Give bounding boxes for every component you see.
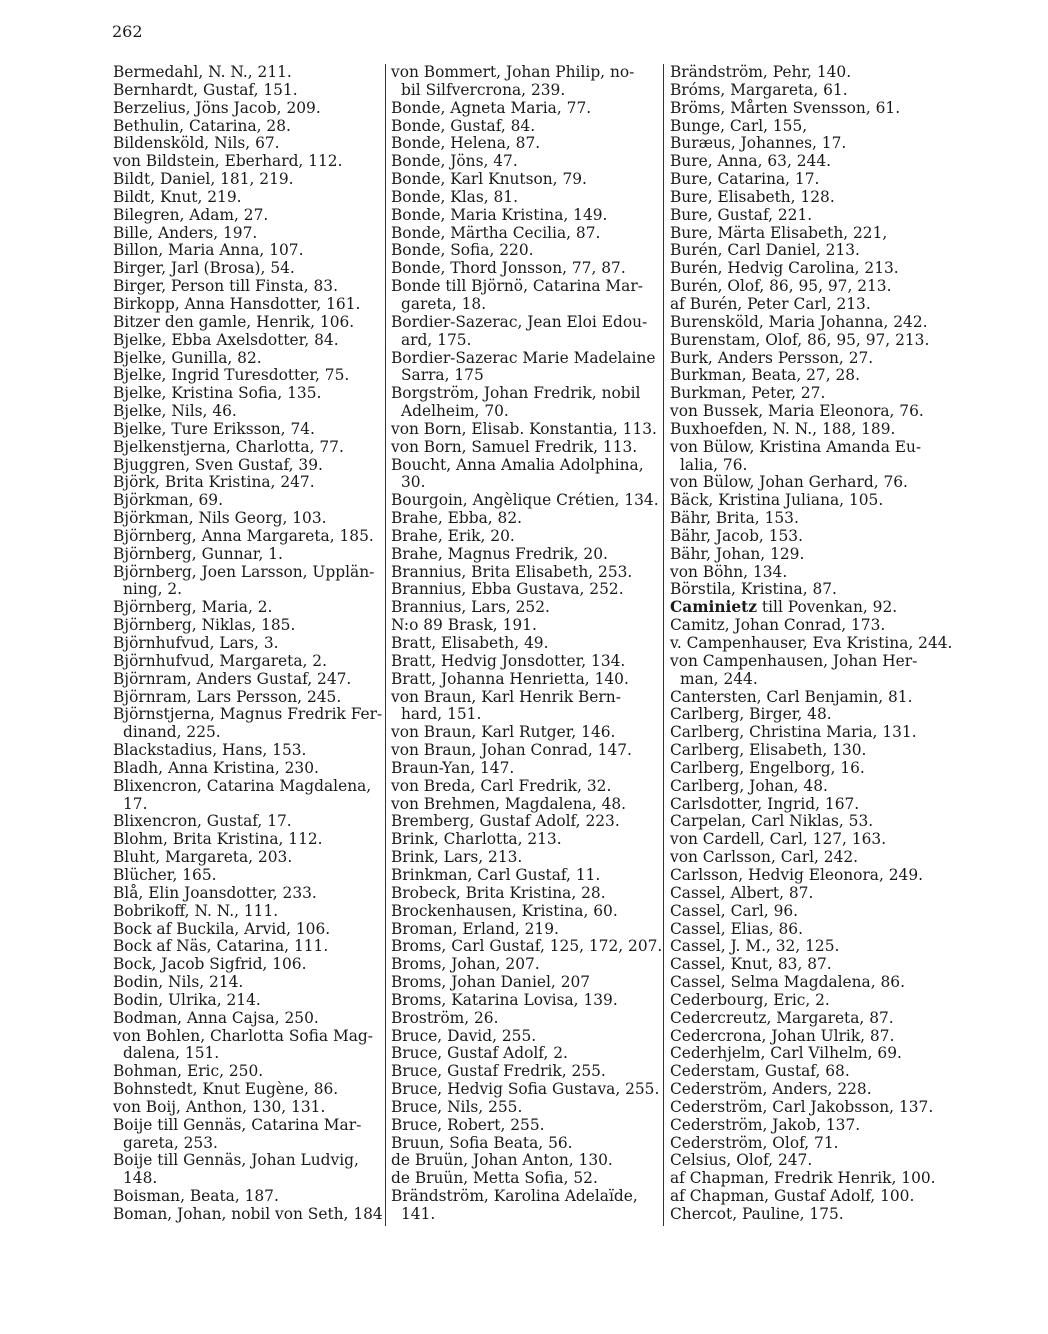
index-entry: Bjelke, Nils, 46.	[113, 402, 237, 421]
index-entry-continuation: 148.	[123, 1169, 158, 1188]
index-entry: Bodin, Ulrika, 214.	[113, 990, 261, 1009]
index-entry: Björkman, Nils Georg, 103.	[113, 509, 327, 528]
index-entry: Carlberg, Christina Maria, 131.	[670, 723, 917, 742]
index-entry: Bjelke, Ture Eriksson, 74.	[113, 419, 315, 438]
index-entry: Bermedahl, N. N., 211.	[113, 63, 292, 81]
index-entry: Burkman, Beata, 27, 28.	[670, 366, 860, 385]
index-entry: Carlberg, Elisabeth, 130.	[670, 741, 867, 760]
index-entry: Bonde, Karl Knutson, 79.	[391, 170, 587, 189]
index-entry: Bure, Anna, 63, 244.	[670, 152, 832, 171]
index-entry: Bratt, Hedvig Jonsdotter, 134.	[391, 651, 626, 670]
index-entry: Brahe, Ebba, 82.	[391, 509, 523, 528]
index-entry-continuation: 30.	[401, 473, 426, 492]
index-entry: Bruce, David, 255.	[391, 1026, 537, 1045]
index-entry: Bähr, Jacob, 153.	[670, 526, 803, 545]
index-entry-continuation: dinand, 225.	[123, 723, 221, 742]
index-entry-continuation: bil Silfvercrona, 239.	[401, 80, 566, 99]
index-entry: Buxhoefden, N. N., 188, 189.	[670, 419, 896, 438]
index-entry: Bohnstedt, Knut Eugène, 86.	[113, 1080, 339, 1099]
index-entry: Birger, Jarl (Brosa), 54.	[113, 259, 295, 278]
page-number: 262	[112, 22, 143, 41]
index-entry: Björnhufvud, Margareta, 2.	[113, 651, 327, 670]
index-entry: von Campenhausen, Johan Her-	[670, 651, 918, 670]
index-entry: Brändström, Pehr, 140.	[670, 63, 852, 81]
index-entry-continuation: dalena, 151.	[123, 1044, 220, 1063]
index-entry: Bilegren, Adam, 27.	[113, 205, 269, 224]
index-entry: Birger, Person till Finsta, 83.	[113, 277, 338, 296]
index-entry: Burén, Carl Daniel, 213.	[670, 241, 860, 260]
index-entry: af Chapman, Gustaf Adolf, 100.	[670, 1187, 915, 1206]
index-entry: Brannius, Brita Elisabeth, 253.	[391, 562, 633, 581]
index-entry-continuation: hard, 151.	[401, 705, 482, 724]
index-entry: Bladh, Anna Kristina, 230.	[113, 758, 319, 777]
index-entry: von Braun, Karl Rutger, 146.	[391, 723, 616, 742]
index-entry-continuation: 17.	[123, 794, 148, 813]
index-entry: Boije till Gennäs, Johan Ludvig,	[113, 1151, 359, 1170]
index-entry: Bonde till Björnö, Catarina Mar-	[391, 277, 643, 296]
index-entry: Bruce, Hedvig Sofia Gustava, 255.	[391, 1080, 660, 1099]
index-entry: af Chapman, Fredrik Henrik, 100.	[670, 1169, 936, 1188]
index-entry: Bonde, Gustaf, 84.	[391, 116, 536, 135]
index-entry: Bluht, Margareta, 203.	[113, 848, 293, 867]
index-entry: Björnberg, Maria, 2.	[113, 598, 273, 617]
index-entry: Björnram, Lars Persson, 245.	[113, 687, 342, 706]
index-entry: Bordier-Sazerac Marie Madelaine	[391, 348, 656, 367]
index-entry: Blå, Elin Joansdotter, 233.	[113, 883, 317, 902]
index-entry: Bonde, Sofia, 220.	[391, 241, 534, 260]
column-divider	[385, 64, 386, 1226]
index-entry: Bremberg, Gustaf Adolf, 223.	[391, 812, 620, 831]
index-entry: Cederström, Anders, 228.	[670, 1080, 872, 1099]
index-entry: Brahe, Erik, 20.	[391, 526, 515, 545]
index-entry: von Breda, Carl Fredrik, 32.	[391, 776, 612, 795]
column-divider	[663, 64, 664, 1226]
index-entry: Carlsdotter, Ingrid, 167.	[670, 794, 860, 813]
index-entry: Brannius, Lars, 252.	[391, 598, 550, 617]
index-entry: Bure, Märta Elisabeth, 221,	[670, 223, 888, 242]
index-entry: Bernhardt, Gustaf, 151.	[113, 80, 298, 99]
index-entry: Camitz, Johan Conrad, 173.	[670, 616, 886, 635]
index-entry: Carlberg, Engelborg, 16.	[670, 758, 865, 777]
index-entry: Bjelke, Ebba Axelsdotter, 84.	[113, 330, 339, 349]
index-entry: Bodman, Anna Cajsa, 250.	[113, 1008, 319, 1027]
index-entry: Bodin, Nils, 214.	[113, 973, 244, 992]
index-entry: von Braun, Johan Conrad, 147.	[391, 741, 632, 760]
index-entry: Brobeck, Brita Kristina, 28.	[391, 883, 606, 902]
index-entry: Boucht, Anna Amalia Adolphina,	[391, 455, 644, 474]
index-entry: von Braun, Karl Henrik Bern-	[391, 687, 621, 706]
index-entry: Bock af Näs, Catarina, 111.	[113, 937, 329, 956]
index-entry: Brink, Lars, 213.	[391, 848, 523, 867]
index-entry: N:o 89 Brask, 191.	[391, 616, 537, 635]
index-entry: Carlsson, Hedvig Eleonora, 249.	[670, 865, 924, 884]
index-entry: de Bruün, Metta Sofia, 52.	[391, 1169, 598, 1188]
index-entry: Brink, Charlotta, 213.	[391, 830, 562, 849]
index-entry: von Brehmen, Magdalena, 48.	[391, 794, 627, 813]
index-entry: Bratt, Johanna Henrietta, 140.	[391, 669, 629, 688]
index-entry: von Born, Elisab. Konstantia, 113.	[391, 419, 657, 438]
index-entry: Blohm, Brita Kristina, 112.	[113, 830, 323, 849]
index-entry: Cassel, Knut, 83, 87.	[670, 955, 832, 974]
index-entry: Björnberg, Joen Larsson, Upplän-	[113, 562, 375, 581]
index-entry: Blixencron, Catarina Magdalena,	[113, 776, 372, 795]
index-entry: Brannius, Ebba Gustava, 252.	[391, 580, 624, 599]
index-entry: Blücher, 165.	[113, 865, 217, 884]
index-entry: Carlberg, Johan, 48.	[670, 776, 828, 795]
index-entry: Cederbourg, Eric, 2.	[670, 990, 830, 1009]
index-entry: Berzelius, Jöns Jacob, 209.	[113, 98, 321, 117]
index-entry: Buræus, Johannes, 17.	[670, 134, 847, 153]
index-entry: Brahe, Magnus Fredrik, 20.	[391, 544, 608, 563]
index-entry: Bruce, Gustaf Adolf, 2.	[391, 1044, 568, 1063]
index-entry: von Bülow, Kristina Amanda Eu-	[670, 437, 922, 456]
index-entry: Cassel, Selma Magdalena, 86.	[670, 973, 905, 992]
index-entry: Bure, Gustaf, 221.	[670, 205, 813, 224]
index-entry: Broms, Johan Daniel, 207	[391, 973, 591, 992]
index-entry-continuation: lalia, 76.	[680, 455, 748, 474]
index-entry: Bille, Anders, 197.	[113, 223, 258, 242]
index-entry: Bruun, Sofia Beata, 56.	[391, 1133, 573, 1152]
index-entry: Cantersten, Carl Benjamin, 81.	[670, 687, 913, 706]
index-entry: Bock, Jacob Sigfrid, 106.	[113, 955, 307, 974]
index-entry: Brockenhausen, Kristina, 60.	[391, 901, 618, 920]
index-entry: Chercot, Pauline, 175.	[670, 1205, 844, 1223]
index-entry: Boije till Gennäs, Catarina Mar-	[113, 1115, 362, 1134]
index-entry: Bonde, Jöns, 47.	[391, 152, 518, 171]
index-entry: Carpelan, Carl Niklas, 53.	[670, 812, 874, 831]
index-entry: Burensköld, Maria Johanna, 242.	[670, 312, 928, 331]
index-column-3	[670, 63, 953, 1224]
index-entry: Bock af Buckila, Arvid, 106.	[113, 919, 331, 938]
index-entry: Bjelke, Kristina Sofia, 135.	[113, 384, 322, 403]
index-entry	[670, 599, 945, 617]
index-entry: Bratt, Elisabeth, 49.	[391, 634, 549, 652]
index-entry: Björnram, Anders Gustaf, 247.	[113, 669, 352, 688]
index-entry: von Boij, Anthon, 130, 131.	[113, 1097, 326, 1116]
index-entry: Börstila, Kristina, 87.	[670, 580, 837, 599]
index-entry: Bonde, Helena, 87.	[391, 134, 541, 153]
index-entry: Cassel, Carl, 96.	[670, 901, 799, 920]
index-entry: Boisman, Beata, 187.	[113, 1187, 279, 1206]
index-entry: Boman, Johan, nobil von Seth, 184	[113, 1205, 383, 1223]
index-entry: Birkopp, Anna Hansdotter, 161.	[113, 294, 361, 313]
index-entry: Björnberg, Niklas, 185.	[113, 616, 296, 635]
index-entry: Cassel, Albert, 87.	[670, 883, 814, 902]
index-entry: Bröms, Mårten Svensson, 61.	[670, 98, 901, 117]
index-entry-continuation: Sarra, 175	[401, 366, 484, 385]
index-column-1	[113, 64, 385, 1224]
index-column-2	[391, 63, 663, 1224]
index-entry: Borgström, Johan Fredrik, nobil	[391, 384, 641, 403]
index-entry: Billon, Maria Anna, 107.	[113, 241, 304, 260]
index-entry-continuation: Adelheim, 70.	[401, 402, 509, 421]
index-entry: Bordier-Sazerac, Jean Eloi Edou-	[391, 312, 648, 331]
index-entry: Burk, Anders Persson, 27.	[670, 348, 874, 367]
index-entry: Cedercrona, Johan Ulrik, 87.	[670, 1026, 895, 1045]
index-entry: Bjelkenstjerna, Charlotta, 77.	[113, 437, 344, 456]
index-entry-continuation: 141.	[401, 1205, 436, 1223]
index-entry: Björnberg, Anna Margareta, 185.	[113, 526, 374, 545]
index-entry: Burenstam, Olof, 86, 95, 97, 213.	[670, 330, 930, 349]
index-entry: Brändström, Karolina Adelaïde,	[391, 1187, 638, 1206]
index-entry: Björkman, 69.	[113, 491, 223, 510]
index-entry-continuation: man, 244.	[680, 669, 758, 688]
index-entry: Bildt, Daniel, 181, 219.	[113, 170, 294, 189]
index-entry: Bonde, Klas, 81.	[391, 187, 518, 206]
index-entry: de Bruün, Johan Anton, 130.	[391, 1151, 613, 1170]
index-entry: von Bohlen, Charlotta Sofia Mag-	[113, 1026, 373, 1045]
index-entry: von Böhn, 134.	[670, 562, 788, 581]
index-entry: von Bussek, Maria Eleonora, 76.	[670, 402, 924, 421]
index-entry: Bäck, Kristina Juliana, 105.	[670, 491, 884, 510]
index-entry: Bjelke, Ingrid Turesdotter, 75.	[113, 366, 350, 385]
index-entry: Brinkman, Carl Gustaf, 11.	[391, 865, 601, 884]
index-entry: Björk, Brita Kristina, 247.	[113, 473, 315, 492]
index-entry: von Bommert, Johan Philip, no-	[391, 63, 635, 81]
index-entry: von Bildstein, Eberhard, 112.	[113, 152, 343, 171]
index-entry: Bjuggren, Sven Gustaf, 39.	[113, 455, 323, 474]
index-entry: Cederström, Olof, 71.	[670, 1133, 839, 1152]
index-entry-continuation: gareta, 253.	[123, 1133, 218, 1152]
index-entry: Bonde, Maria Kristina, 149.	[391, 205, 608, 224]
index-entry: Björnstjerna, Magnus Fredrik Fer-	[113, 705, 383, 724]
index-entry: Bonde, Agneta Maria, 77.	[391, 98, 592, 117]
index-entry: von Born, Samuel Fredrik, 113.	[391, 437, 638, 456]
index-entry: Braun-Yan, 147.	[391, 758, 515, 777]
index-entry: von Cardell, Carl, 127, 163.	[670, 830, 887, 849]
index-entry: Björnberg, Gunnar, 1.	[113, 544, 283, 563]
index-entry: von Bülow, Johan Gerhard, 76.	[670, 473, 908, 492]
index-entry: Celsius, Olof, 247.	[670, 1151, 813, 1170]
index-entry: von Carlsson, Carl, 242.	[670, 848, 859, 867]
index-entry: Bruce, Gustaf Fredrik, 255.	[391, 1062, 606, 1081]
index-entry-continuation: ning, 2.	[123, 580, 183, 599]
index-entry: Cassel, J. M., 32, 125.	[670, 937, 840, 956]
index-entry: Bobrikoff, N. N., 111.	[113, 901, 279, 920]
index-entry: Bonde, Thord Jonsson, 77, 87.	[391, 259, 626, 278]
index-entry-continuation: gareta, 18.	[401, 294, 487, 313]
index-entry: Bethulin, Catarina, 28.	[113, 116, 291, 135]
index-entry: Broms, Katarina Lovisa, 139.	[391, 990, 618, 1009]
index-entry: Blixencron, Gustaf, 17.	[113, 812, 292, 831]
index-entry: af Burén, Peter Carl, 213.	[670, 294, 871, 313]
index-entry: Bure, Elisabeth, 128.	[670, 187, 835, 206]
index-entry: Bruce, Robert, 255.	[391, 1115, 545, 1134]
index-entry: Burkman, Peter, 27.	[670, 384, 826, 403]
headword-rest: till Povenkan, 92.	[757, 598, 898, 617]
index-entry: Bitzer den gamle, Henrik, 106.	[113, 312, 355, 331]
index-entry: Bonde, Märtha Cecilia, 87.	[391, 223, 601, 242]
index-entry: Carlberg, Birger, 48.	[670, 705, 832, 724]
index-entry: Broms, Johan, 207.	[391, 955, 540, 974]
index-entry: Cederhjelm, Carl Vilhelm, 69.	[670, 1044, 902, 1063]
index-entry: Broms, Carl Gustaf, 125, 172, 207.	[391, 937, 663, 956]
index-entry: Cedercreutz, Margareta, 87.	[670, 1008, 894, 1027]
index-entry: Cassel, Elias, 86.	[670, 919, 803, 938]
index-entry: Bildensköld, Nils, 67.	[113, 134, 280, 153]
index-entry: Burén, Hedvig Carolina, 213.	[670, 259, 899, 278]
index-entry: Cederstam, Gustaf, 68.	[670, 1062, 850, 1081]
index-entry: v. Campenhauser, Eva Kristina, 244.	[670, 634, 953, 652]
index-entry: Bure, Catarina, 17.	[670, 170, 820, 189]
index-entry: Burén, Olof, 86, 95, 97, 213.	[670, 277, 892, 296]
index-entry: Bróms, Margareta, 61.	[670, 80, 848, 99]
index-entry: Broström, 26.	[391, 1008, 499, 1027]
index-entry: Bohman, Eric, 250.	[113, 1062, 264, 1081]
index-entry: Broman, Erland, 219.	[391, 919, 559, 938]
index-entry: Bähr, Brita, 153.	[670, 509, 799, 528]
index-entry: Bjelke, Gunilla, 82.	[113, 348, 262, 367]
index-entry: Cederström, Carl Jakobsson, 137.	[670, 1097, 934, 1116]
bold-headword: Caminietz	[670, 598, 758, 617]
index-entry-continuation: ard, 175.	[401, 330, 472, 349]
index-entry: Cederström, Jakob, 137.	[670, 1115, 861, 1134]
index-entry: Björnhufvud, Lars, 3.	[113, 634, 279, 652]
index-entry: Blackstadius, Hans, 153.	[113, 741, 307, 760]
index-entry: Bildt, Knut, 219.	[113, 187, 242, 206]
index-entry: Bruce, Nils, 255.	[391, 1097, 523, 1116]
index-entry: Bähr, Johan, 129.	[670, 544, 805, 563]
index-entry: Bunge, Carl, 155,	[670, 116, 808, 135]
index-entry: Bourgoin, Angèlique Crétien, 134.	[391, 491, 659, 510]
